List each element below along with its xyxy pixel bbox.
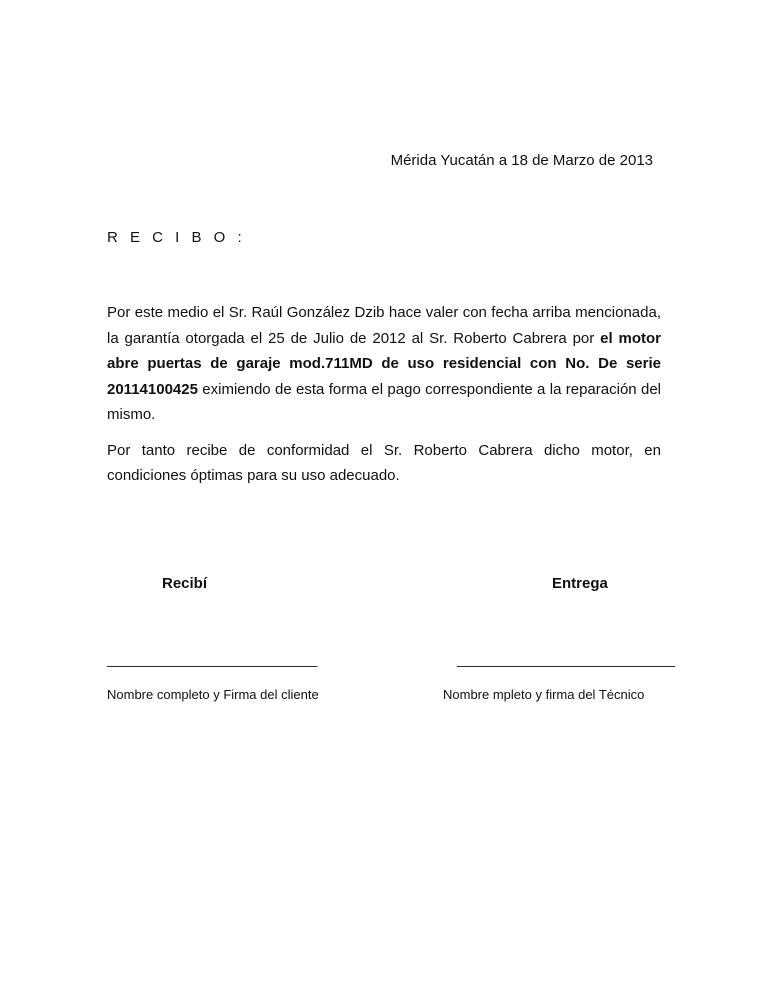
paragraph-guarantee-product: el motor abre puertas de garaje mod.711MD de uso residencial con No. De serie 20114100425 <box>107 329 661 398</box>
signature-label-entrega: Entrega <box>552 575 608 592</box>
signature-label-recibi: Recibí <box>162 575 208 592</box>
signature-caption-client: Nombre completo y Firma del cliente <box>107 687 319 702</box>
paragraph-guarantee-text-2: eximiendo de esta forma el pago correspondiente a la reparación del mismo. <box>107 380 661 423</box>
paragraph-guarantee <box>107 300 661 428</box>
document-title: R E C I B O : <box>107 229 246 246</box>
paragraph-conformity: Por tanto recibe de conformidad el Sr. Roberto Cabrera dicho motor, en condiciones óptimas para su uso adecuado. <box>107 441 661 484</box>
signature-caption-technician: Nombre mpleto y firma del Técnico <box>443 687 645 702</box>
signature-line-client: ___________________________ <box>107 651 318 667</box>
signature-line-technician: ____________________________ <box>457 651 676 667</box>
date-line: Mérida Yucatán a 18 de Marzo de 2013 <box>390 152 653 169</box>
document-body <box>107 300 661 499</box>
paragraph-guarantee-text-1: Por este medio el Sr. Raúl González Dzib hace valer con fecha arriba mencionada, la garantía otorgada el 25 de Julio de 2012 al Sr. Roberto Cabrera por <box>107 304 661 347</box>
